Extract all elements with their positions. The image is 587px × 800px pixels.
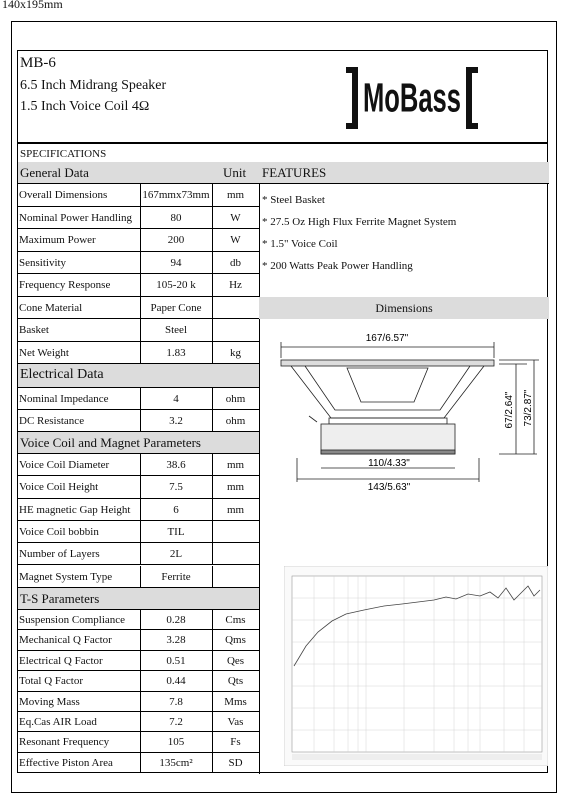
dimensions-heading: Dimensions <box>259 297 549 319</box>
parameter-value: 0.51 <box>166 654 186 667</box>
parameter-unit: ohm <box>225 415 246 427</box>
parameter-label: HE magnetic Gap Height <box>19 503 131 516</box>
depth-label: 67/2.64" <box>504 391 515 429</box>
table-row <box>18 342 259 365</box>
table-row <box>18 388 259 410</box>
table-row <box>18 499 259 521</box>
parameter-value: Paper Cone <box>150 301 202 314</box>
parameter-label: Number of Layers <box>19 548 100 561</box>
magnet-width-label: 110/4.33" <box>368 458 410 469</box>
parameter-label: Nominal Impedance <box>19 393 109 405</box>
parameter-value: 7.8 <box>169 695 183 708</box>
parameter-unit: kg <box>230 346 241 359</box>
parameter-unit: ohm <box>225 393 246 405</box>
parameter-value: 200 <box>167 234 185 246</box>
table-row <box>18 610 259 630</box>
total-depth-label: 73/2.87" <box>523 389 534 427</box>
parameter-label: Nominal Power Handling <box>19 211 133 224</box>
table-row <box>18 543 259 565</box>
parameter-label: Eq.Cas AIR Load <box>19 716 97 728</box>
table-row <box>18 274 259 297</box>
table-row <box>18 207 259 230</box>
ts-parameters-heading: T-S Parameters <box>18 588 259 610</box>
table-row <box>18 454 259 476</box>
product-description: 6.5 Inch Midrang Speaker <box>20 78 167 93</box>
parameter-value: 6 <box>173 503 179 516</box>
parameter-value: 2L <box>169 548 183 561</box>
parameter-unit: db <box>230 256 241 269</box>
parameter-label: Total Q Factor <box>19 675 83 688</box>
parameter-unit: Mms <box>224 695 247 708</box>
parameter-label: Electrical Q Factor <box>19 654 103 667</box>
table-row <box>18 476 259 498</box>
specifications-table <box>17 143 548 773</box>
parameter-unit: Qes <box>226 654 245 667</box>
table-row <box>18 252 259 275</box>
parameter-unit: Vas <box>227 716 244 728</box>
table-row <box>18 410 259 432</box>
parameter-label: Effective Piston Area <box>19 756 113 769</box>
parameter-unit: W <box>230 234 241 246</box>
table-row <box>18 732 259 752</box>
parameter-unit: SD <box>228 756 243 769</box>
parameter-label: DC Resistance <box>19 415 85 427</box>
parameter-unit: Fs <box>230 736 241 749</box>
feature-item: * Steel Basket <box>262 194 325 206</box>
table-row <box>18 566 259 588</box>
general-data-heading: General Data Unit <box>18 162 259 184</box>
parameter-label: Suspension Compliance <box>19 614 126 626</box>
frequency-response-graph <box>284 566 548 766</box>
parameter-label: Resonant Frequency <box>19 736 110 749</box>
parameter-unit: Qts <box>227 675 244 688</box>
feature-item: * 1.5" Voice Coil <box>262 238 338 250</box>
overall-width-label: 167/6.57" <box>365 333 409 344</box>
table-row <box>18 630 259 650</box>
parameter-unit: mm <box>226 481 245 494</box>
table-row <box>18 753 259 773</box>
parameter-label: Sensitivity <box>19 256 67 269</box>
electrical-data-heading: Electrical Data <box>18 364 259 388</box>
voice-coil-magnet-heading: Voice Coil and Magnet Parameters <box>18 432 259 454</box>
parameter-value: 3.2 <box>169 415 183 427</box>
parameter-value: 1.83 <box>166 346 186 359</box>
parameter-label: Magnet System Type <box>19 570 113 583</box>
table-row <box>18 297 259 320</box>
features-heading: FEATURES <box>259 162 549 184</box>
parameter-label: Frequency Response <box>19 279 111 291</box>
table-row <box>18 521 259 543</box>
parameter-value: 3.28 <box>166 634 186 647</box>
parameter-label: Voice Coil Diameter <box>19 459 110 471</box>
parameter-value: 167mmx73mm <box>142 189 210 201</box>
parameter-value: 94 <box>170 256 182 269</box>
parameter-value: 7.2 <box>169 716 183 728</box>
parameter-label: Cone Material <box>19 301 83 314</box>
parameter-label: Moving Mass <box>19 695 80 708</box>
parameter-label: Voice Coil Height <box>19 481 99 494</box>
parameter-label: Basket <box>19 324 49 336</box>
parameter-value: 0.44 <box>166 675 186 688</box>
feature-item: * 200 Watts Peak Power Handling <box>262 260 413 272</box>
logo-text: MoBass <box>363 75 461 121</box>
parameter-unit: Cms <box>225 614 246 626</box>
parameter-label: Overall Dimensions <box>19 189 108 201</box>
parameter-unit: Hz <box>229 279 242 291</box>
table-row <box>18 319 259 342</box>
parameter-value: 105 <box>167 736 185 749</box>
page-size-note: 140x195mm <box>2 0 63 11</box>
parameter-value: 105-20 k <box>156 279 196 291</box>
dimensions-drawing <box>269 330 544 490</box>
parameter-value: 38.6 <box>166 459 186 471</box>
parameter-label: Mechanical Q Factor <box>19 634 112 647</box>
parameter-unit: Qms <box>225 634 246 647</box>
table-row <box>18 671 259 691</box>
parameter-label: Maximum Power <box>19 234 96 246</box>
table-row <box>18 712 259 732</box>
parameter-label: Voice Coil bobbin <box>19 525 99 538</box>
parameter-value: 135cm² <box>159 756 193 769</box>
mount-width-label: 143/5.63" <box>367 482 411 490</box>
parameter-value: TIL <box>167 525 185 538</box>
voice-coil-description: 1.5 Inch Voice Coil 4Ω <box>20 99 150 114</box>
table-row <box>18 692 259 712</box>
parameter-value: 80 <box>170 211 182 224</box>
table-row <box>18 184 259 207</box>
model-name: MB-6 <box>20 55 56 71</box>
feature-item: * 27.5 Oz High Flux Ferrite Magnet System <box>262 216 457 228</box>
parameter-value: 0.28 <box>166 614 186 626</box>
table-row <box>18 651 259 671</box>
parameter-unit: mm <box>226 459 245 471</box>
specifications-title: SPECIFICATIONS <box>20 148 107 160</box>
mobass-logo <box>342 59 482 135</box>
parameter-label: Net Weight <box>19 346 69 359</box>
parameter-value: 7.5 <box>169 481 183 494</box>
parameter-unit: W <box>230 211 241 224</box>
parameter-unit: mm <box>226 189 245 201</box>
header-box <box>17 50 548 143</box>
table-row <box>18 229 259 252</box>
parameter-value: Steel <box>165 324 187 336</box>
parameter-value: 4 <box>173 393 179 405</box>
parameter-value: Ferrite <box>161 570 191 583</box>
unit-heading: Unit <box>223 165 247 180</box>
parameter-unit: mm <box>226 503 245 516</box>
